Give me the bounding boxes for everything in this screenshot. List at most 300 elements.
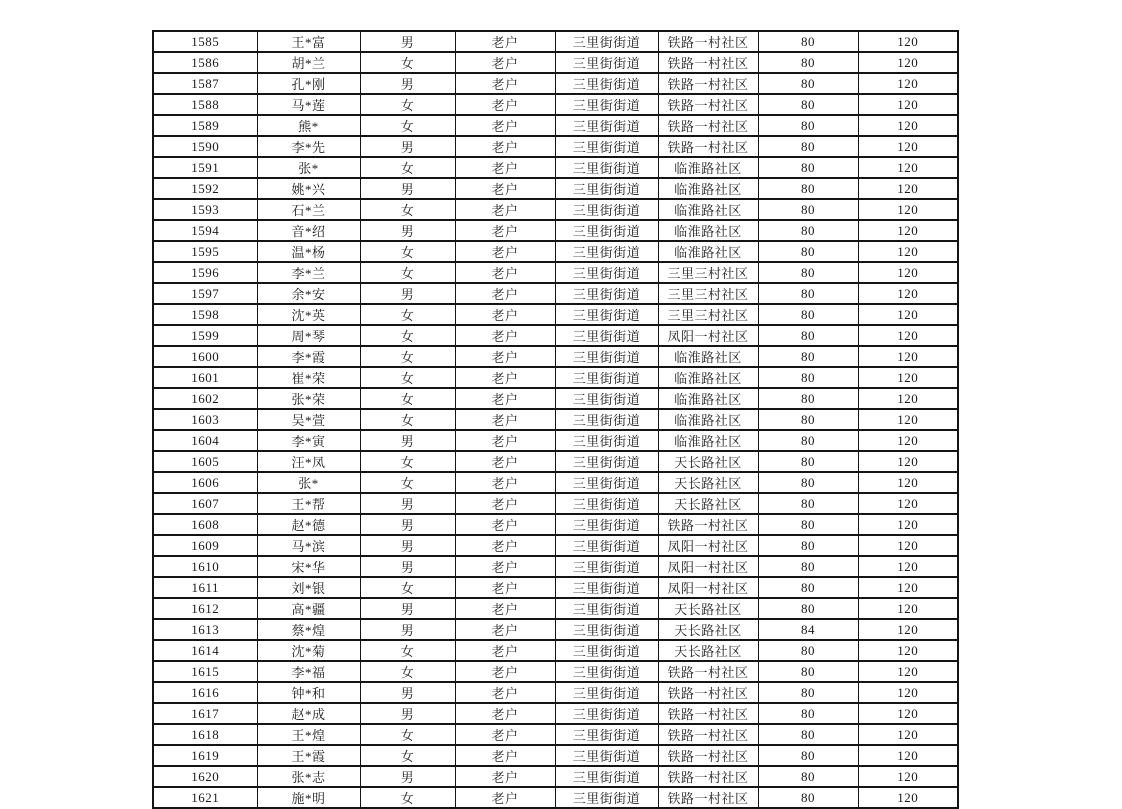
table-cell: 临淮路社区 <box>658 367 758 388</box>
table-row <box>153 598 958 619</box>
table-row <box>153 52 958 73</box>
table-cell: 三里街街道 <box>555 766 658 787</box>
table-cell: 男 <box>360 31 455 52</box>
table-row <box>153 661 958 682</box>
table-cell: 120 <box>858 535 958 556</box>
table-cell: 孔*刚 <box>257 73 360 94</box>
table-row <box>153 409 958 430</box>
table-cell: 凤阳一村社区 <box>658 556 758 577</box>
table-cell: 80 <box>758 451 858 472</box>
table-cell: 李*寅 <box>257 430 360 451</box>
table-cell: 80 <box>758 157 858 178</box>
table-cell: 女 <box>360 157 455 178</box>
table-cell: 120 <box>858 199 958 220</box>
table-cell: 80 <box>758 262 858 283</box>
table-cell: 周*琴 <box>257 325 360 346</box>
table-cell: 刘*银 <box>257 577 360 598</box>
table-cell: 余*安 <box>257 283 360 304</box>
table-cell: 三里街街道 <box>555 178 658 199</box>
table-row <box>153 451 958 472</box>
table-cell: 临淮路社区 <box>658 241 758 262</box>
table-cell: 120 <box>858 682 958 703</box>
table-cell: 120 <box>858 745 958 766</box>
table-cell: 铁路一村社区 <box>658 31 758 52</box>
table-cell: 铁路一村社区 <box>658 73 758 94</box>
table-cell: 三里街街道 <box>555 409 658 430</box>
table-cell: 老户 <box>455 73 555 94</box>
table-cell: 老户 <box>455 598 555 619</box>
table-cell: 临淮路社区 <box>658 178 758 199</box>
table-cell: 宋*华 <box>257 556 360 577</box>
table-cell: 80 <box>758 346 858 367</box>
table-cell: 120 <box>858 94 958 115</box>
table-cell: 三里街街道 <box>555 157 658 178</box>
table-cell: 三里街街道 <box>555 577 658 598</box>
table-cell: 李*兰 <box>257 262 360 283</box>
table-cell: 张*荣 <box>257 388 360 409</box>
table-cell: 李*霞 <box>257 346 360 367</box>
table-cell: 三里街街道 <box>555 325 658 346</box>
table-cell: 1598 <box>153 304 257 325</box>
table-cell: 男 <box>360 556 455 577</box>
table-row <box>153 703 958 724</box>
table-row <box>153 367 958 388</box>
table-cell: 120 <box>858 430 958 451</box>
table-row <box>153 262 958 283</box>
table-cell: 王*霞 <box>257 745 360 766</box>
table-cell: 老户 <box>455 577 555 598</box>
table-cell: 120 <box>858 262 958 283</box>
table-cell: 三里街街道 <box>555 703 658 724</box>
table-row <box>153 472 958 493</box>
table-row <box>153 766 958 787</box>
table-row <box>153 94 958 115</box>
table-cell: 80 <box>758 283 858 304</box>
table-cell: 钟*和 <box>257 682 360 703</box>
table-cell: 凤阳一村社区 <box>658 325 758 346</box>
table-cell: 蔡*煌 <box>257 619 360 640</box>
table-cell: 80 <box>758 52 858 73</box>
table-row <box>153 388 958 409</box>
table-cell: 男 <box>360 73 455 94</box>
table-cell: 80 <box>758 472 858 493</box>
table-cell: 王*富 <box>257 31 360 52</box>
table-cell: 王*煌 <box>257 724 360 745</box>
table-row <box>153 430 958 451</box>
table-cell: 80 <box>758 745 858 766</box>
table-cell: 老户 <box>455 241 555 262</box>
table-cell: 120 <box>858 640 958 661</box>
table-cell: 铁路一村社区 <box>658 682 758 703</box>
table-cell: 高*疆 <box>257 598 360 619</box>
table-cell: 80 <box>758 787 858 808</box>
table-cell: 铁路一村社区 <box>658 703 758 724</box>
table-cell: 老户 <box>455 367 555 388</box>
table-cell: 天长路社区 <box>658 493 758 514</box>
table-cell: 80 <box>758 136 858 157</box>
table-cell: 三里街街道 <box>555 367 658 388</box>
table-cell: 120 <box>858 577 958 598</box>
table-cell: 80 <box>758 766 858 787</box>
records-table-body <box>153 31 958 808</box>
table-row <box>153 682 958 703</box>
table-cell: 三里街街道 <box>555 493 658 514</box>
table-cell: 三里街街道 <box>555 115 658 136</box>
table-cell: 三里街街道 <box>555 31 658 52</box>
table-cell: 120 <box>858 304 958 325</box>
table-cell: 三里街街道 <box>555 640 658 661</box>
table-cell: 老户 <box>455 115 555 136</box>
table-row <box>153 787 958 808</box>
table-cell: 三里街街道 <box>555 556 658 577</box>
table-row <box>153 577 958 598</box>
table-cell: 三里街街道 <box>555 52 658 73</box>
table-cell: 老户 <box>455 199 555 220</box>
table-row <box>153 283 958 304</box>
table-cell: 三里三村社区 <box>658 304 758 325</box>
table-cell: 1591 <box>153 157 257 178</box>
table-cell: 三里街街道 <box>555 430 658 451</box>
table-cell: 1595 <box>153 241 257 262</box>
table-cell: 老户 <box>455 703 555 724</box>
table-cell: 80 <box>758 493 858 514</box>
table-cell: 三里街街道 <box>555 199 658 220</box>
table-cell: 铁路一村社区 <box>658 94 758 115</box>
table-cell: 120 <box>858 346 958 367</box>
table-cell: 80 <box>758 325 858 346</box>
table-cell: 沈*英 <box>257 304 360 325</box>
table-cell: 120 <box>858 661 958 682</box>
table-cell: 熊* <box>257 115 360 136</box>
table-cell: 三里街街道 <box>555 73 658 94</box>
table-cell: 铁路一村社区 <box>658 766 758 787</box>
table-cell: 1614 <box>153 640 257 661</box>
table-cell: 三里街街道 <box>555 451 658 472</box>
table-cell: 男 <box>360 430 455 451</box>
table-cell: 84 <box>758 619 858 640</box>
table-cell: 老户 <box>455 766 555 787</box>
table-cell: 男 <box>360 283 455 304</box>
table-cell: 80 <box>758 598 858 619</box>
table-cell: 女 <box>360 94 455 115</box>
table-cell: 三里街街道 <box>555 535 658 556</box>
table-cell: 女 <box>360 304 455 325</box>
table-cell: 80 <box>758 514 858 535</box>
table-cell: 天长路社区 <box>658 619 758 640</box>
table-cell: 老户 <box>455 388 555 409</box>
table-cell: 120 <box>858 388 958 409</box>
table-cell: 1607 <box>153 493 257 514</box>
table-cell: 女 <box>360 745 455 766</box>
table-cell: 三里街街道 <box>555 241 658 262</box>
table-cell: 1619 <box>153 745 257 766</box>
table-cell: 老户 <box>455 493 555 514</box>
table-cell: 1587 <box>153 73 257 94</box>
table-cell: 女 <box>360 787 455 808</box>
table-cell: 老户 <box>455 514 555 535</box>
table-cell: 120 <box>858 178 958 199</box>
table-cell: 男 <box>360 598 455 619</box>
table-cell: 120 <box>858 703 958 724</box>
table-cell: 120 <box>858 115 958 136</box>
table-row <box>153 304 958 325</box>
table-cell: 三里街街道 <box>555 283 658 304</box>
table-cell: 1612 <box>153 598 257 619</box>
table-row <box>153 346 958 367</box>
table-cell: 三里街街道 <box>555 472 658 493</box>
table-cell: 120 <box>858 73 958 94</box>
table-cell: 凤阳一村社区 <box>658 577 758 598</box>
table-cell: 80 <box>758 430 858 451</box>
table-cell: 1585 <box>153 31 257 52</box>
table-cell: 1605 <box>153 451 257 472</box>
table-cell: 女 <box>360 115 455 136</box>
table-row <box>153 514 958 535</box>
table-cell: 三里街街道 <box>555 94 658 115</box>
table-cell: 女 <box>360 241 455 262</box>
table-row <box>153 136 958 157</box>
table-cell: 马*滨 <box>257 535 360 556</box>
table-cell: 120 <box>858 220 958 241</box>
table-cell: 1599 <box>153 325 257 346</box>
table-cell: 天长路社区 <box>658 598 758 619</box>
table-cell: 120 <box>858 409 958 430</box>
table-cell: 男 <box>360 619 455 640</box>
table-cell: 三里街街道 <box>555 136 658 157</box>
table-cell: 施*明 <box>257 787 360 808</box>
table-cell: 老户 <box>455 262 555 283</box>
table-cell: 赵*成 <box>257 703 360 724</box>
table-row <box>153 31 958 52</box>
table-cell: 汪*凤 <box>257 451 360 472</box>
table-cell: 临淮路社区 <box>658 157 758 178</box>
table-cell: 80 <box>758 31 858 52</box>
table-cell: 1610 <box>153 556 257 577</box>
table-cell: 三里街街道 <box>555 745 658 766</box>
table-cell: 120 <box>858 241 958 262</box>
table-cell: 80 <box>758 724 858 745</box>
table-cell: 沈*菊 <box>257 640 360 661</box>
table-cell: 120 <box>858 451 958 472</box>
table-cell: 三里街街道 <box>555 682 658 703</box>
table-cell: 张*志 <box>257 766 360 787</box>
table-cell: 80 <box>758 535 858 556</box>
table-cell: 女 <box>360 661 455 682</box>
table-cell: 三里街街道 <box>555 262 658 283</box>
table-cell: 女 <box>360 262 455 283</box>
table-cell: 120 <box>858 766 958 787</box>
table-row <box>153 619 958 640</box>
table-cell: 男 <box>360 493 455 514</box>
table-cell: 马*莲 <box>257 94 360 115</box>
table-cell: 80 <box>758 703 858 724</box>
table-cell: 三里街街道 <box>555 304 658 325</box>
table-cell: 老户 <box>455 31 555 52</box>
table-cell: 男 <box>360 703 455 724</box>
table-cell: 120 <box>858 52 958 73</box>
table-cell: 1592 <box>153 178 257 199</box>
table-cell: 1600 <box>153 346 257 367</box>
table-cell: 临淮路社区 <box>658 199 758 220</box>
table-row <box>153 178 958 199</box>
table-row <box>153 535 958 556</box>
table-cell: 120 <box>858 157 958 178</box>
table-cell: 铁路一村社区 <box>658 52 758 73</box>
table-cell: 天长路社区 <box>658 640 758 661</box>
table-cell: 1616 <box>153 682 257 703</box>
table-cell: 李*先 <box>257 136 360 157</box>
table-cell: 吴*萱 <box>257 409 360 430</box>
table-cell: 80 <box>758 640 858 661</box>
table-cell: 80 <box>758 94 858 115</box>
table-cell: 三里街街道 <box>555 661 658 682</box>
table-cell: 三里街街道 <box>555 598 658 619</box>
table-cell: 铁路一村社区 <box>658 724 758 745</box>
table-cell: 120 <box>858 724 958 745</box>
table-cell: 80 <box>758 73 858 94</box>
table-cell: 1602 <box>153 388 257 409</box>
table-cell: 女 <box>360 724 455 745</box>
table-cell: 1621 <box>153 787 257 808</box>
table-cell: 1594 <box>153 220 257 241</box>
table-cell: 1593 <box>153 199 257 220</box>
table-cell: 老户 <box>455 724 555 745</box>
table-cell: 三里三村社区 <box>658 283 758 304</box>
table-row <box>153 640 958 661</box>
table-cell: 1613 <box>153 619 257 640</box>
table-cell: 80 <box>758 577 858 598</box>
table-cell: 老户 <box>455 535 555 556</box>
table-cell: 老户 <box>455 619 555 640</box>
table-cell: 1596 <box>153 262 257 283</box>
table-cell: 临淮路社区 <box>658 220 758 241</box>
table-cell: 女 <box>360 451 455 472</box>
table-cell: 120 <box>858 31 958 52</box>
table-row <box>153 157 958 178</box>
table-cell: 三里街街道 <box>555 724 658 745</box>
table-cell: 1590 <box>153 136 257 157</box>
table-row <box>153 199 958 220</box>
table-row <box>153 745 958 766</box>
table-cell: 老户 <box>455 304 555 325</box>
table-cell: 三里街街道 <box>555 388 658 409</box>
table-cell: 老户 <box>455 346 555 367</box>
table-cell: 1604 <box>153 430 257 451</box>
table-row <box>153 73 958 94</box>
table-cell: 老户 <box>455 283 555 304</box>
table-cell: 老户 <box>455 787 555 808</box>
table-cell: 凤阳一村社区 <box>658 535 758 556</box>
table-row <box>153 220 958 241</box>
table-cell: 80 <box>758 556 858 577</box>
table-cell: 80 <box>758 304 858 325</box>
table-cell: 三里街街道 <box>555 220 658 241</box>
table-cell: 三里街街道 <box>555 346 658 367</box>
table-cell: 老户 <box>455 220 555 241</box>
table-cell: 男 <box>360 136 455 157</box>
table-cell: 120 <box>858 514 958 535</box>
table-cell: 姚*兴 <box>257 178 360 199</box>
table-cell: 1603 <box>153 409 257 430</box>
table-cell: 崔*荣 <box>257 367 360 388</box>
table-cell: 80 <box>758 178 858 199</box>
table-cell: 1589 <box>153 115 257 136</box>
table-cell: 老户 <box>455 451 555 472</box>
table-cell: 男 <box>360 682 455 703</box>
table-cell: 1618 <box>153 724 257 745</box>
table-cell: 男 <box>360 766 455 787</box>
records-table <box>152 30 959 809</box>
table-cell: 女 <box>360 577 455 598</box>
table-cell: 老户 <box>455 556 555 577</box>
table-cell: 女 <box>360 409 455 430</box>
table-cell: 80 <box>758 409 858 430</box>
table-cell: 老户 <box>455 745 555 766</box>
table-cell: 老户 <box>455 94 555 115</box>
table-cell: 临淮路社区 <box>658 346 758 367</box>
table-cell: 老户 <box>455 52 555 73</box>
table-cell: 女 <box>360 367 455 388</box>
table-cell: 1620 <box>153 766 257 787</box>
table-cell: 120 <box>858 493 958 514</box>
table-cell: 临淮路社区 <box>658 388 758 409</box>
table-cell: 120 <box>858 367 958 388</box>
table-cell: 女 <box>360 388 455 409</box>
table-cell: 80 <box>758 367 858 388</box>
table-cell: 临淮路社区 <box>658 409 758 430</box>
table-cell: 铁路一村社区 <box>658 787 758 808</box>
table-cell: 女 <box>360 472 455 493</box>
table-cell: 80 <box>758 388 858 409</box>
table-cell: 80 <box>758 220 858 241</box>
table-cell: 1588 <box>153 94 257 115</box>
table-cell: 铁路一村社区 <box>658 136 758 157</box>
table-cell: 老户 <box>455 661 555 682</box>
table-cell: 三里三村社区 <box>658 262 758 283</box>
table-cell: 120 <box>858 787 958 808</box>
table-cell: 80 <box>758 199 858 220</box>
table-cell: 三里街街道 <box>555 514 658 535</box>
table-cell: 李*福 <box>257 661 360 682</box>
table-cell: 老户 <box>455 136 555 157</box>
table-cell: 1601 <box>153 367 257 388</box>
table-cell: 80 <box>758 661 858 682</box>
table-cell: 赵*德 <box>257 514 360 535</box>
table-row <box>153 493 958 514</box>
table-cell: 张* <box>257 157 360 178</box>
table-cell: 铁路一村社区 <box>658 745 758 766</box>
table-row <box>153 724 958 745</box>
table-cell: 1611 <box>153 577 257 598</box>
table-cell: 老户 <box>455 682 555 703</box>
table-cell: 1615 <box>153 661 257 682</box>
table-cell: 老户 <box>455 325 555 346</box>
table-cell: 80 <box>758 115 858 136</box>
table-cell: 张* <box>257 472 360 493</box>
table-cell: 老户 <box>455 430 555 451</box>
table-cell: 男 <box>360 514 455 535</box>
table-cell: 1608 <box>153 514 257 535</box>
table-cell: 温*杨 <box>257 241 360 262</box>
table-cell: 天长路社区 <box>658 451 758 472</box>
table-cell: 120 <box>858 598 958 619</box>
table-cell: 女 <box>360 52 455 73</box>
table-cell: 老户 <box>455 640 555 661</box>
table-cell: 王*帮 <box>257 493 360 514</box>
table-row <box>153 241 958 262</box>
table-cell: 铁路一村社区 <box>658 661 758 682</box>
table-row <box>153 556 958 577</box>
